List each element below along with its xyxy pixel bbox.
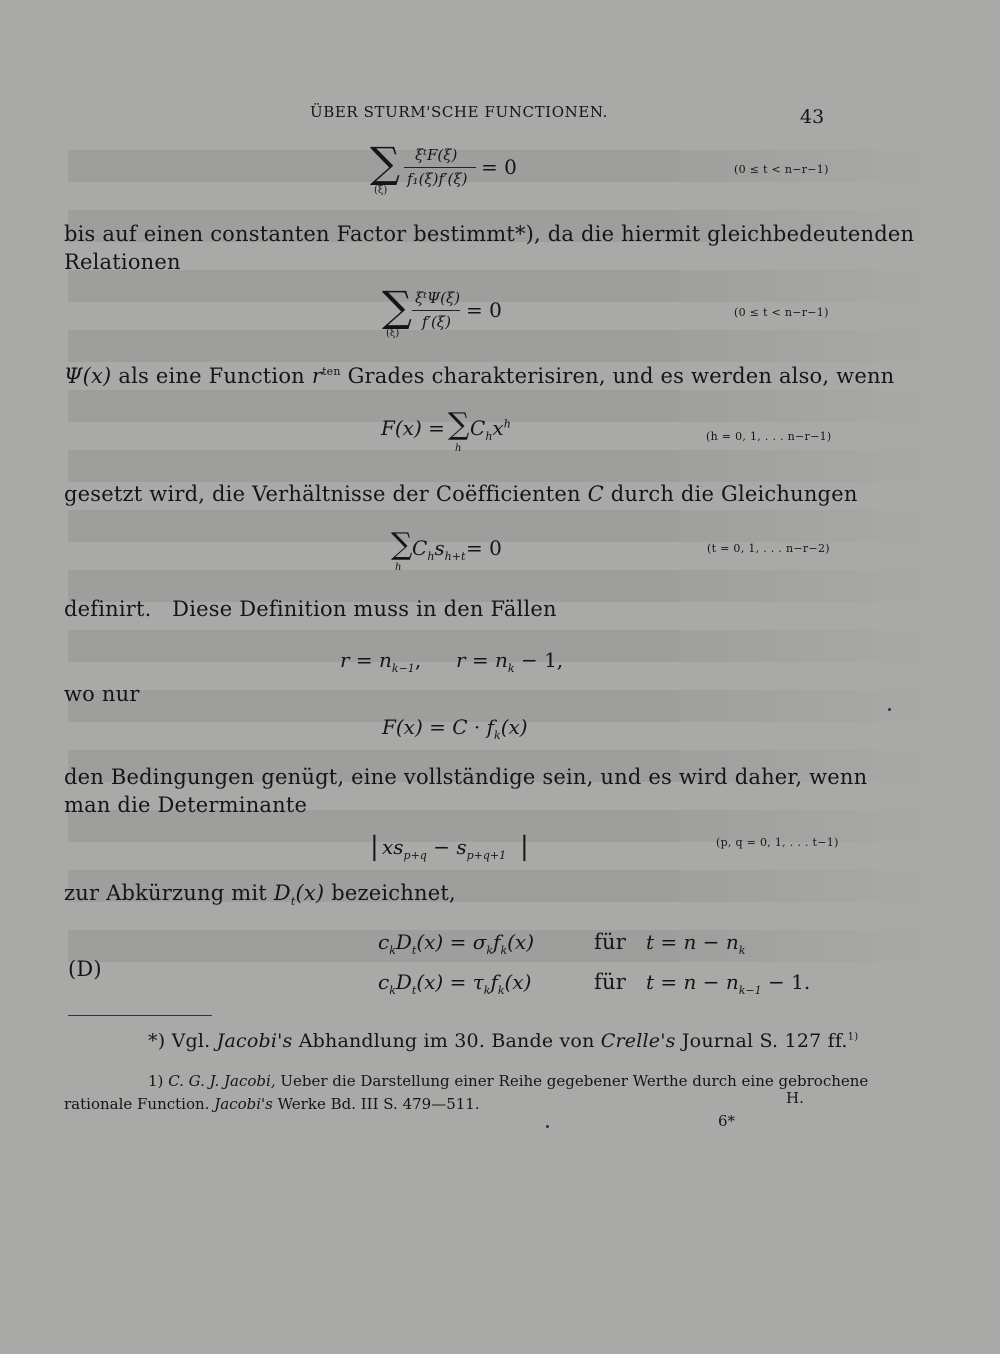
footnote-2-line-1: 1) C. G. J. Jacobi, Ueber die Darstellung einer Reihe gegebener Werthe durch eine gebrochene [148,1072,869,1090]
signature-mark: 6* [718,1112,736,1130]
determinant-body: $xs_{p+q} - s_{p+q+1}$ [382,835,507,862]
system-label: (D) [68,957,102,981]
text-line: zur Abkürzung mit $D_t(x)$ bezeichnet, [64,881,456,909]
condition: (t = 0, 1, . . . n−r−2) [707,542,830,555]
running-title: ÜBER STURM'SCHE FUNCTIONEN. [310,103,609,121]
fuer-label: für [594,930,626,954]
lhs: F(x) = [381,416,445,440]
rhs: = 0 [481,155,517,179]
text-line: gesetzt wird, die Verhältnisse der Coëfficienten C durch die Gleichungen [64,482,858,506]
fuer-label: für [594,970,626,994]
rhs: = 0 [466,536,502,560]
system-row-1-condition: $t = n - n_k$ [646,930,746,957]
footnote-rule [68,1015,212,1016]
formula-6: $F(x) = C \cdot f_k(x)$ [382,715,528,742]
fraction-numerator: ξᵗΨ(ξ) [415,289,461,307]
scan-speck [888,708,891,711]
rhs: = 0 [466,298,502,322]
sum-symbol: ∑ [448,407,470,442]
determinant-bar-left: | [370,832,379,862]
sum-index: (ξ) [374,185,388,196]
sum-body: $C_hx^h$ [470,416,511,443]
condition: (0 ≤ t < n−r−1) [734,163,829,176]
fraction-bar [404,167,476,168]
psi-x: Ψ(x) [64,364,112,388]
determinant-bar-right: | [520,832,529,862]
footnote-2-initial: H. [786,1089,804,1107]
fraction-denominator: f₁(ξ)f′(ξ) [407,170,468,188]
system-row-2-condition: $t = n - n_{k-1} - 1$. [646,970,811,997]
fraction-numerator: ξᵗF(ξ) [415,146,458,164]
text-line: bis auf einen constanten Factor bestimmt*), da die hiermit gleichbedeutenden [64,222,915,246]
text-line: definirt. Diese Definition muss in den Fällen [64,597,557,621]
fraction-denominator: f′(ξ) [422,313,451,331]
text-line: Relationen [64,250,181,274]
footnote-2-line-2: rationale Function. Jacobi's Werke Bd. III S. 479—511. [64,1095,480,1113]
text-line: Ψ(x) als eine Function $r^{ten}$ Grades charakterisiren, und es werden also, wenn [64,364,895,388]
system-row-2-lhs: $c_kD_t(x) = \tau_kf_k(x)$ [378,970,532,997]
sum-index: h [455,443,462,454]
condition: (h = 0, 1, . . . n−r−1) [706,430,832,443]
fraction-bar [412,310,460,311]
sum-symbol: ∑ [370,138,400,187]
text-line: wo nur [64,682,140,706]
condition: (0 ≤ t < n−r−1) [734,306,829,319]
text-line: man die Determinante [64,793,308,817]
scan-speck [546,1125,549,1128]
footnote-1: *) Vgl. Jacobi's Abhandlung im 30. Bande von Crelle's Journal S. 127 ff.$^{1)}$ [148,1030,859,1052]
sum-index: (ξ) [386,328,400,339]
condition: (p, q = 0, 1, . . . t−1) [716,836,839,849]
case-a: $r = n_{k-1}$, [340,648,422,675]
page-number: 43 [800,106,825,128]
sum-symbol: ∑ [391,527,413,562]
text-line: den Bedingungen genügt, eine vollständige sein, und es wird daher, wenn [64,765,868,789]
sum-body: $C_hs_{h+t}$ [412,536,466,563]
system-row-1-lhs: $c_kD_t(x) = \sigma_kf_k(x)$ [378,930,534,957]
sum-symbol: ∑ [382,282,412,331]
case-b: $r = n_k - 1$, [456,648,564,675]
sum-index: h [395,562,402,573]
